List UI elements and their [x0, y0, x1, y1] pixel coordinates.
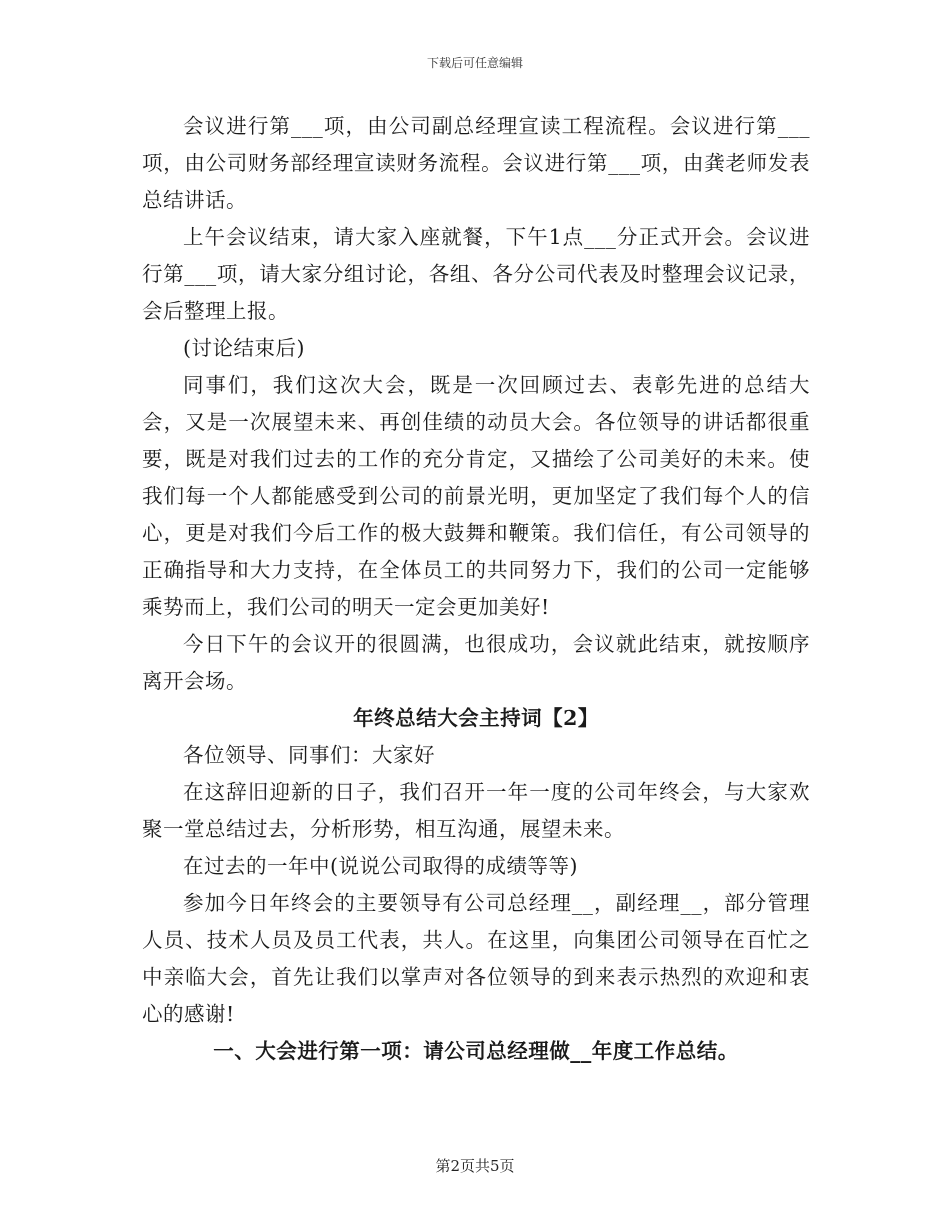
- paragraph-morning-end: 上午会议结束，请大家入座就餐，下午1点___分正式开会。会议进行第___项，请大家分组讨论，各组、各分公司代表及时整理会议记录，会后整理上报。: [142, 225, 810, 323]
- paragraph-past-year: 在过去的一年中(说说公司取得的成绩等等): [183, 854, 578, 878]
- paragraph-meeting-close: 今日下午的会议开的很圆满，也很成功，会议就此结束，就按顺序离开会场。: [142, 632, 810, 693]
- paragraph-new-year-intro: 在这辞旧迎新的日子，我们召开一年一度的公司年终会，与大家欢聚一堂总结过去，分析形势，相互沟通，展望未来。: [142, 780, 810, 841]
- paragraph-greeting: 各位领导、同事们：大家好: [183, 743, 435, 767]
- section-heading-item-1: 一、大会进行第一项：请公司总经理做__年度工作总结。: [213, 1039, 739, 1063]
- paragraph-colleagues-speech: 同事们，我们这次大会，既是一次回顾过去、表彰先进的总结大会，又是一次展望未来、再创佳绩的动员大会。各位领导的讲话都很重要，既是对我们过去的工作的充分肯定，又描绘了公司美好的未来。使我们每一个人都能感受到公司的前景光明，更加坚定了我们每个人的信心，更是对我们今后工作的极大鼓舞和鞭策。我们信任，有公司领导的正确指导和大力支持，在全体员工的共同努力下，我们的公司一定能够乘势而上，我们公司的明天一定会更加美好!: [142, 373, 810, 619]
- paragraph-after-discussion: (讨论结束后): [183, 336, 305, 360]
- paragraph-agenda-items: 会议进行第___项，由公司副总经理宣读工程流程。会议进行第___项，由公司财务部经理宣读财务流程。会议进行第___项，由龚老师发表总结讲话。: [142, 114, 810, 212]
- page-number: 第2页共5页: [435, 1157, 515, 1175]
- document-body: [142, 108, 810, 1070]
- page-header-note: 下载后可任意编辑: [426, 56, 523, 70]
- paragraph-attending-leaders: 参加今日年终会的主要领导有公司总经理__，副经理__，部分管理人员、技术人员及员工代表，共人。在这里，向集团公司领导在百忙之中亲临大会，首先让我们以掌声对各位领导的到来表示热烈的欢迎和衷心的感谢!: [142, 891, 810, 1026]
- section-heading-2: 年终总结大会主持词【2】: [353, 706, 599, 730]
